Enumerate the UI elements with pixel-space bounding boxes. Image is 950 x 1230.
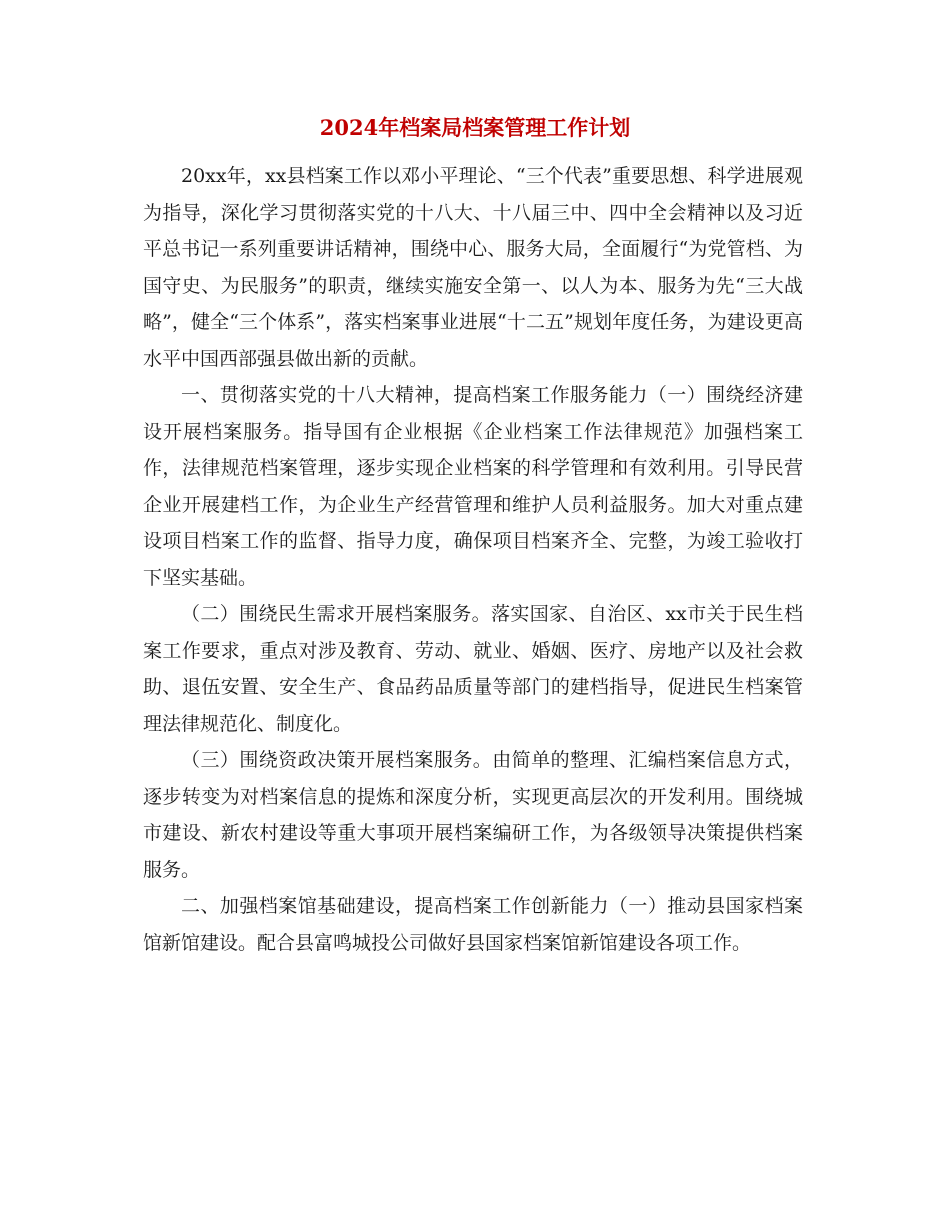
paragraph-section-1-2: （二）围绕民生需求开展档案服务。落实国家、自治区、xx市关于民生档案工作要求，重点对涉及教育、劳动、就业、婚姻、医疗、房地产以及社会救助、退伍安置、安全生产、食品药品质量等部门的建档指导，促进民生档案管理法律规范化、制度化。 — [143, 603, 803, 735]
document-body — [143, 158, 803, 961]
paragraph-section-2: 二、加强档案馆基础建设，提高档案工作创新能力（一）推动县国家档案馆新馆建设。配合县富鸣城投公司做好县国家档案馆新馆建设各项工作。 — [143, 895, 803, 954]
document-title: 2024年档案局档案管理工作计划 — [319, 115, 631, 140]
paragraph-intro: 20xx年，xx县档案工作以邓小平理论、“三个代表”重要思想、科学进展观为指导，深化学习贯彻落实党的十八大、十八届三中、四中全会精神以及习近平总书记一系列重要讲话精神，围绕中心、服务大局，全面履行“为党管档、为国守史、为民服务”的职责，继续实施安全第一、以人为本、服务为先“三大战略”，健全“三个体系”，落实档案事业进展“十二五”规划年度任务，为建设更高水平中国西部强县做出新的贡献。 — [143, 165, 803, 370]
paragraph-section-1: 一、贯彻落实党的十八大精神，提高档案工作服务能力（一）围绕经济建设开展档案服务。指导国有企业根据《企业档案工作法律规范》加强档案工作，法律规范档案管理，逐步实现企业档案的科学管理和有效利用。引导民营企业开展建档工作，为企业生产经营管理和维护人员利益服务。加大对重点建设项目档案工作的监督、指导力度，确保项目档案齐全、完整，为竣工验收打下坚实基础。 — [143, 384, 803, 589]
paragraph-section-1-3: （三）围绕资政决策开展档案服务。由简单的整理、汇编档案信息方式，逐步转变为对档案信息的提炼和深度分析，实现更高层次的开发利用。围绕城市建设、新农村建设等重大事项开展档案编研工作，为各级领导决策提供档案服务。 — [143, 749, 803, 881]
